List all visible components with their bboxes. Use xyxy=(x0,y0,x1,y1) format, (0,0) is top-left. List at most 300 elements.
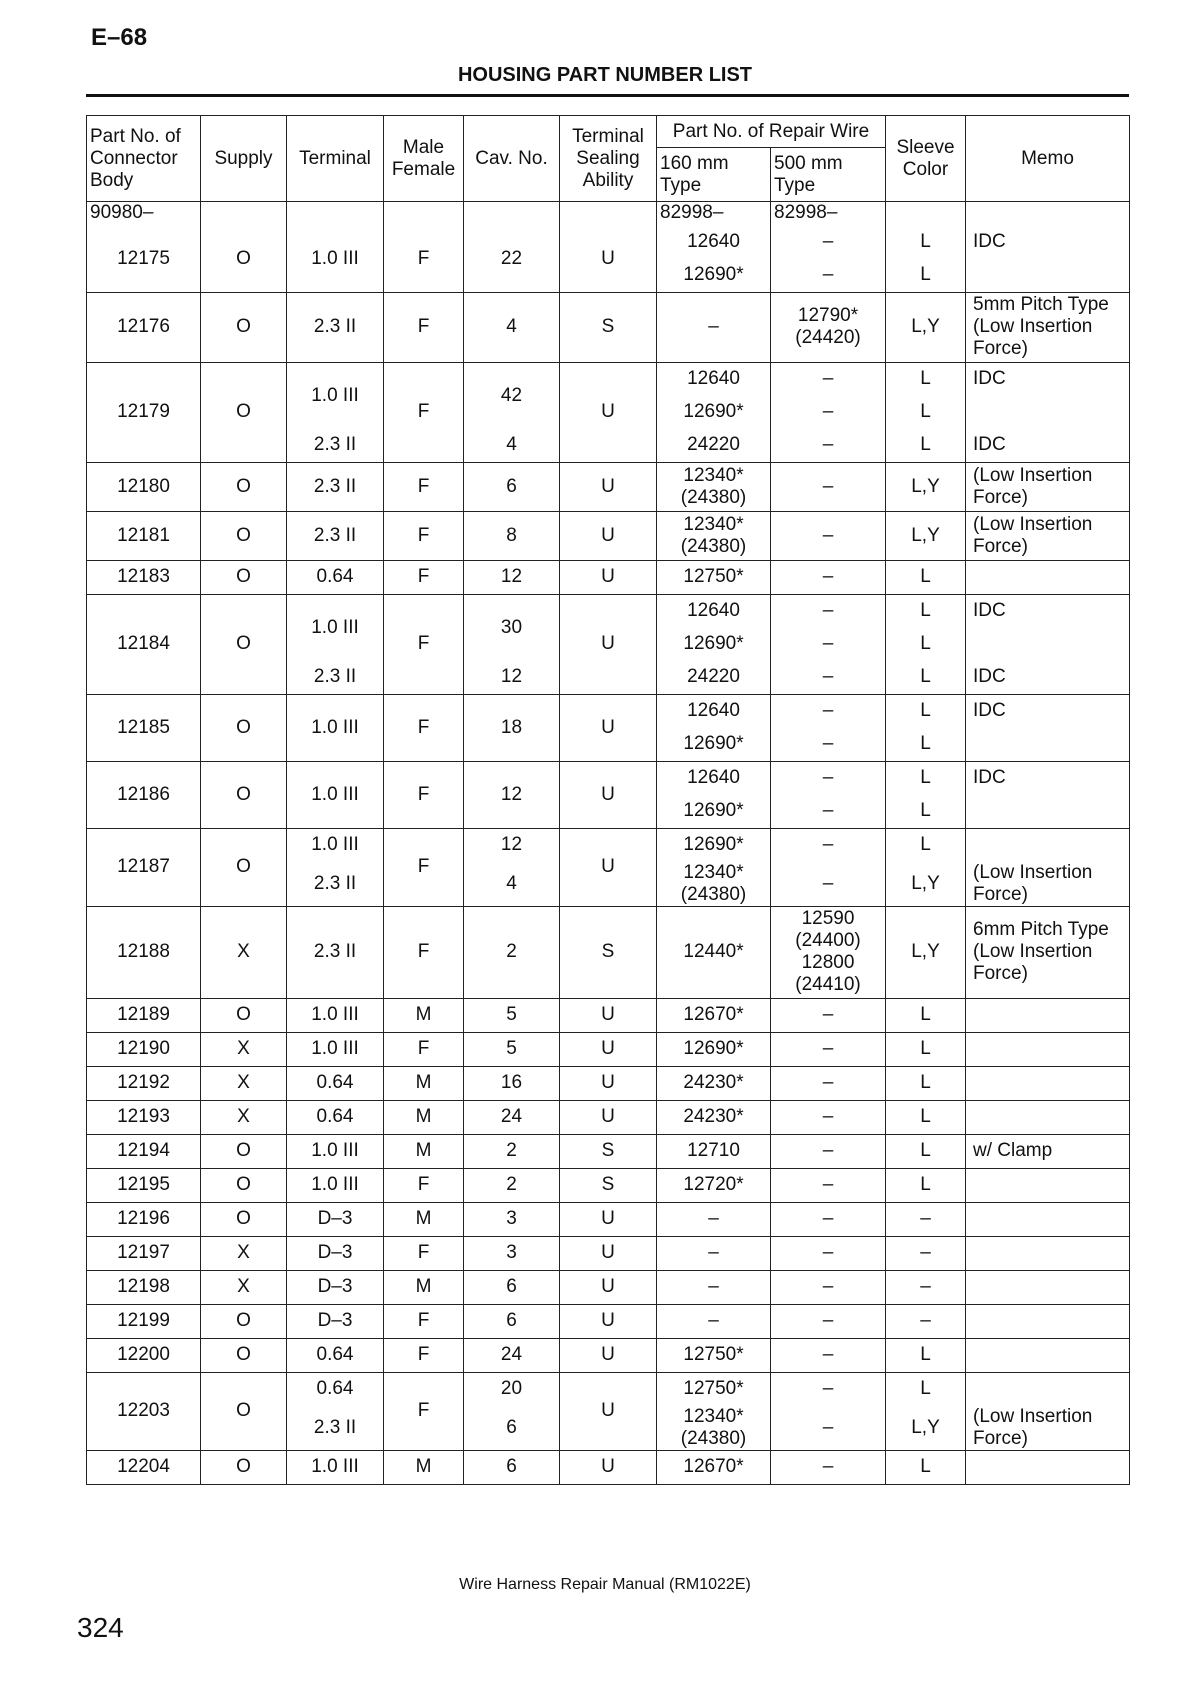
repair-500mm-cell-slot xyxy=(774,396,882,429)
supply-cell: X xyxy=(201,1100,287,1134)
repair-500mm-cell-slot xyxy=(774,1271,882,1304)
memo-cell-slot xyxy=(973,661,1126,694)
memo-cell-slot xyxy=(973,1203,1126,1236)
sleeve-color-cell-slot-line: L xyxy=(920,231,931,252)
part-number-cell: 12197 xyxy=(87,1236,201,1270)
repair-160mm-cell-slot-line: 12640 xyxy=(687,231,740,252)
terminal-cell: 1.0 III xyxy=(287,998,384,1032)
repair-500mm-cell xyxy=(771,462,886,511)
cavity-cell: 4 xyxy=(464,292,560,362)
part-number-cell: 12194 xyxy=(87,1134,201,1168)
repair-160mm-cell-slot-line: 12640 xyxy=(687,700,740,721)
supply-cell: O xyxy=(201,1372,287,1450)
memo-cell-slot-line: (Low Insertion xyxy=(973,316,1093,337)
repair-500mm-cell-slot-line: – xyxy=(822,1310,834,1331)
table-row xyxy=(87,1202,1130,1236)
male-female-cell: M xyxy=(384,1450,464,1484)
repair-500mm-cell-slot-line: – xyxy=(822,1208,834,1229)
supply-cell: O xyxy=(201,511,287,560)
sleeve-color-cell-slot-line: L xyxy=(920,1106,931,1127)
memo-cell xyxy=(966,362,1130,462)
header-part-no-line: Body xyxy=(90,169,134,191)
terminal-cell-slot-line: 2.3 II xyxy=(313,1416,357,1438)
repair-160mm-cell-slot-line: 12670* xyxy=(683,1456,744,1477)
prefix-empty-cell xyxy=(560,202,657,226)
terminal-cell: 1.0 III xyxy=(287,1032,384,1066)
repair-160mm-cell-slot xyxy=(660,465,767,509)
header-male-female xyxy=(384,116,464,202)
terminal-cell-slot xyxy=(290,1406,380,1450)
memo-cell-slot-line: Force) xyxy=(973,338,1028,359)
repair-160mm-cell-slot xyxy=(660,396,767,429)
sleeve-color-cell-slot-line: L xyxy=(920,1038,931,1059)
part-number-cell: 12195 xyxy=(87,1168,201,1202)
cavity-cell-slot-line: 20 xyxy=(500,1378,523,1399)
sleeve-color-cell-slot-line: L xyxy=(920,700,931,721)
male-female-cell: F xyxy=(384,362,464,462)
terminal-cell-slot xyxy=(290,862,380,906)
repair-500mm-cell-slot xyxy=(774,1203,882,1236)
sleeve-color-cell-slot-line: – xyxy=(920,1276,931,1297)
part-number-cell: 12187 xyxy=(87,828,201,906)
table-row xyxy=(87,1168,1130,1202)
memo-cell xyxy=(966,1270,1130,1304)
cavity-cell-slot-line: 30 xyxy=(500,616,523,638)
cavity-cell-slot xyxy=(467,829,556,862)
male-female-cell: M xyxy=(384,1270,464,1304)
repair-160mm-cell-slot xyxy=(660,429,767,462)
repair-500mm-cell-slot-line: – xyxy=(822,231,834,252)
memo-cell-slot xyxy=(973,1339,1126,1372)
header-500mm-line: 500 mm xyxy=(774,152,843,174)
memo-cell-slot xyxy=(973,561,1126,594)
repair-500mm-cell xyxy=(771,1450,886,1484)
repair-500mm-cell-slot-line: – xyxy=(822,1378,834,1399)
terminal-cell: D–3 xyxy=(287,1202,384,1236)
cavity-cell-slot-line: 12 xyxy=(500,666,523,687)
table-row xyxy=(87,1304,1130,1338)
memo-cell xyxy=(966,560,1130,594)
terminal-cell: 1.0 III xyxy=(287,1134,384,1168)
cavity-cell: 6 xyxy=(464,462,560,511)
supply-cell: O xyxy=(201,594,287,694)
repair-160mm-cell-slot-line: 24230* xyxy=(683,1072,744,1093)
repair-500mm-cell-slot xyxy=(774,595,882,628)
cavity-cell: 2 xyxy=(464,1134,560,1168)
prefix-empty-cell xyxy=(464,202,560,226)
sealing-cell: S xyxy=(560,1168,657,1202)
part-number-cell: 12199 xyxy=(87,1304,201,1338)
table-row xyxy=(87,761,1130,828)
cavity-cell: 8 xyxy=(464,511,560,560)
repair-160mm-cell-slot xyxy=(660,226,767,259)
repair-500mm-cell-slot-line: – xyxy=(822,1038,834,1059)
repair-500mm-cell-slot-line: – xyxy=(822,1276,834,1297)
repair-500mm-cell-slot xyxy=(774,1169,882,1202)
memo-cell-slot-line: IDC xyxy=(973,434,1006,455)
repair-500mm-cell-slot xyxy=(774,561,882,594)
repair-500mm-cell xyxy=(771,998,886,1032)
sleeve-color-cell-slot xyxy=(889,999,962,1032)
sleeve-color-cell xyxy=(886,1202,966,1236)
repair-500mm-cell-slot-line: – xyxy=(822,524,834,546)
repair-500mm-cell-slot-line: – xyxy=(822,401,834,422)
memo-cell-slot-line: Force) xyxy=(973,883,1028,905)
cavity-cell: 12 xyxy=(464,560,560,594)
sleeve-color-cell-slot-line: L xyxy=(920,834,931,855)
repair-160mm-cell-slot xyxy=(660,1451,767,1484)
repair-160mm-cell-slot xyxy=(660,919,767,985)
sleeve-color-cell xyxy=(886,1134,966,1168)
repair-160mm-cell-slot xyxy=(660,1101,767,1134)
sealing-cell: U xyxy=(560,560,657,594)
table-row xyxy=(87,1372,1130,1450)
memo-cell-slot xyxy=(973,695,1126,728)
terminal-cell-slot xyxy=(290,595,380,661)
repair-500mm-cell xyxy=(771,1372,886,1450)
sleeve-color-cell xyxy=(886,594,966,694)
terminal-cell-slot-line: 0.64 xyxy=(316,1378,354,1399)
repair-160mm-cell-slot xyxy=(660,1033,767,1066)
terminal-cell: 2.3 II xyxy=(287,292,384,362)
repair-500mm-cell-slot xyxy=(774,226,882,259)
repair-500mm-cell-slot-line: – xyxy=(822,872,834,894)
cavity-cell-slot-line: 12 xyxy=(500,834,523,855)
sleeve-color-cell-slot xyxy=(889,1406,962,1450)
cavity-cell-slot xyxy=(467,1406,556,1450)
memo-cell-slot xyxy=(973,628,1126,661)
repair-160mm-cell xyxy=(657,998,771,1032)
sealing-cell: U xyxy=(560,828,657,906)
sleeve-color-cell-slot xyxy=(889,561,962,594)
sleeve-color-cell-slot-line: L,Y xyxy=(911,316,940,337)
sealing-cell: U xyxy=(560,998,657,1032)
repair-160mm-cell-slot-line: 12640 xyxy=(687,600,740,621)
cavity-cell-slot-line: 6 xyxy=(506,1416,517,1438)
repair-500mm-cell-slot-line: – xyxy=(822,566,834,587)
memo-cell xyxy=(966,828,1130,906)
repair-160mm-cell xyxy=(657,1270,771,1304)
part-number-cell: 12192 xyxy=(87,1066,201,1100)
memo-cell-slot-line: w/ Clamp xyxy=(973,1140,1053,1161)
repair-160mm-cell-slot xyxy=(660,1339,767,1372)
header-160mm-line: Type xyxy=(660,174,702,196)
page-number: 324 xyxy=(77,1612,124,1643)
header-male: Male xyxy=(402,136,445,158)
sealing-cell: U xyxy=(560,1202,657,1236)
supply-cell: O xyxy=(201,362,287,462)
supply-cell: X xyxy=(201,906,287,998)
memo-cell xyxy=(966,1450,1130,1484)
repair-160mm-cell-slot xyxy=(660,1203,767,1236)
supply-cell: O xyxy=(201,694,287,761)
sleeve-color-cell-slot-line: L xyxy=(920,1072,931,1093)
cavity-cell: 24 xyxy=(464,1100,560,1134)
male-female-cell: F xyxy=(384,462,464,511)
male-female-cell: F xyxy=(384,828,464,906)
sealing-cell: U xyxy=(560,226,657,293)
male-female-cell: F xyxy=(384,1236,464,1270)
memo-cell-slot xyxy=(973,829,1126,862)
header-cav-no: Cav. No. xyxy=(464,116,560,202)
sleeve-color-cell-slot-line: L,Y xyxy=(911,475,940,497)
sleeve-color-cell-slot xyxy=(889,1237,962,1270)
repair-160mm-cell-slot xyxy=(660,1169,767,1202)
header-sleeve-line: Color xyxy=(902,158,949,180)
cavity-cell: 5 xyxy=(464,998,560,1032)
repair-500mm-cell-slot xyxy=(774,999,882,1032)
repair-160mm-cell-slot-line: 12690* xyxy=(683,800,744,821)
sleeve-color-cell-slot xyxy=(889,1271,962,1304)
memo-cell-slot xyxy=(973,1101,1126,1134)
repair-500mm-cell-slot-line: – xyxy=(822,475,834,497)
repair-160mm-cell-slot-line: (24380) xyxy=(680,1427,747,1449)
memo-cell-slot-line: Force) xyxy=(973,963,1028,984)
sleeve-color-cell xyxy=(886,1032,966,1066)
repair-500mm-cell-slot-line: 12590 xyxy=(801,908,855,929)
sealing-cell: U xyxy=(560,362,657,462)
terminal-cell xyxy=(287,1372,384,1450)
sleeve-color-cell xyxy=(886,1236,966,1270)
memo-cell-slot xyxy=(973,363,1126,396)
sleeve-color-cell-slot xyxy=(889,862,962,906)
sealing-cell: U xyxy=(560,694,657,761)
terminal-cell-slot-line: 1.0 III xyxy=(311,834,359,855)
sealing-cell: U xyxy=(560,1100,657,1134)
repair-160mm-cell xyxy=(657,1202,771,1236)
repair-160mm-cell xyxy=(657,594,771,694)
repair-160mm-cell xyxy=(657,906,771,998)
repair-500mm-cell xyxy=(771,1134,886,1168)
sleeve-color-cell xyxy=(886,694,966,761)
sleeve-color-cell xyxy=(886,511,966,560)
terminal-cell: 0.64 xyxy=(287,1066,384,1100)
repair-160mm-cell-slot xyxy=(660,999,767,1032)
sleeve-color-cell-slot-line: L xyxy=(920,368,931,389)
repair-500mm-cell-slot xyxy=(774,1135,882,1168)
cavity-cell: 3 xyxy=(464,1202,560,1236)
sealing-cell: U xyxy=(560,462,657,511)
part-number-cell: 12189 xyxy=(87,998,201,1032)
part-number-cell: 12181 xyxy=(87,511,201,560)
cavity-cell: 22 xyxy=(464,226,560,293)
sleeve-color-cell-slot-line: L,Y xyxy=(911,941,940,962)
part-number-cell: 12185 xyxy=(87,694,201,761)
cavity-cell-slot xyxy=(467,429,556,462)
memo-cell-slot xyxy=(973,1135,1126,1168)
sleeve-color-cell-slot xyxy=(889,762,962,795)
terminal-cell: 2.3 II xyxy=(287,906,384,998)
cavity-cell-slot-line: 4 xyxy=(506,434,517,455)
repair-500mm-cell-slot xyxy=(774,465,882,509)
sealing-cell: U xyxy=(560,511,657,560)
repair-500mm-cell xyxy=(771,1270,886,1304)
repair-500mm-cell-slot xyxy=(774,829,882,862)
male-female-cell: M xyxy=(384,1066,464,1100)
table-row xyxy=(87,511,1130,560)
repair-500mm-cell-slot xyxy=(774,1406,882,1450)
memo-cell-slot-line: IDC xyxy=(973,600,1006,621)
sleeve-color-cell xyxy=(886,1270,966,1304)
sleeve-color-cell-slot xyxy=(889,1451,962,1484)
memo-cell xyxy=(966,1100,1130,1134)
male-female-cell: F xyxy=(384,1338,464,1372)
memo-cell-slot xyxy=(973,396,1126,429)
male-female-cell: F xyxy=(384,292,464,362)
repair-500mm-cell xyxy=(771,694,886,761)
memo-cell-slot xyxy=(973,259,1126,292)
memo-cell-slot xyxy=(973,919,1126,985)
cavity-cell xyxy=(464,1372,560,1450)
supply-cell: O xyxy=(201,828,287,906)
sealing-cell: U xyxy=(560,1450,657,1484)
cavity-cell: 6 xyxy=(464,1270,560,1304)
sleeve-color-cell-slot xyxy=(889,1203,962,1236)
repair-500mm-cell-slot-line: 12790* xyxy=(797,305,859,326)
memo-cell-slot xyxy=(973,1067,1126,1100)
sleeve-color-cell xyxy=(886,906,966,998)
terminal-cell: D–3 xyxy=(287,1236,384,1270)
sealing-cell: U xyxy=(560,1066,657,1100)
memo-cell-slot xyxy=(973,1033,1126,1066)
repair-500mm-cell-slot xyxy=(774,728,882,761)
repair-160mm-cell xyxy=(657,1338,771,1372)
terminal-cell-slot xyxy=(290,429,380,462)
sleeve-color-cell xyxy=(886,1168,966,1202)
header-sleeve-line: Sleeve xyxy=(896,136,955,158)
repair-500mm-cell xyxy=(771,761,886,828)
supply-cell: O xyxy=(201,761,287,828)
prefix-empty-cell xyxy=(966,202,1130,226)
repair-160mm-cell-slot-line: 12640 xyxy=(687,767,740,788)
sleeve-color-cell-slot xyxy=(889,1101,962,1134)
part-number-cell: 12184 xyxy=(87,594,201,694)
memo-cell xyxy=(966,594,1130,694)
terminal-cell xyxy=(287,828,384,906)
repair-500mm-cell-slot xyxy=(774,1339,882,1372)
header-supply: Supply xyxy=(201,116,287,202)
terminal-cell: 0.64 xyxy=(287,1100,384,1134)
part-number-cell: 12200 xyxy=(87,1338,201,1372)
sleeve-color-cell-slot xyxy=(889,259,962,292)
sleeve-color-cell-slot xyxy=(889,595,962,628)
repair-500mm-cell-slot-line: – xyxy=(822,834,834,855)
header-160mm xyxy=(657,148,771,202)
terminal-cell-slot-line: 2.3 II xyxy=(313,666,357,687)
terminal-cell-slot xyxy=(290,363,380,429)
section-id: E–68 xyxy=(91,24,148,51)
repair-500mm-cell-slot xyxy=(774,514,882,558)
part-number-cell: 12176 xyxy=(87,292,201,362)
sleeve-color-cell xyxy=(886,560,966,594)
table-row xyxy=(87,1134,1130,1168)
repair-160mm-cell-slot-line: 12690* xyxy=(683,401,744,422)
cavity-cell: 12 xyxy=(464,761,560,828)
repair-160mm-cell-slot-line: 24220 xyxy=(687,666,740,687)
sleeve-color-cell-slot-line: L xyxy=(920,1004,931,1025)
repair-500mm-cell-slot xyxy=(774,1067,882,1100)
part-number-cell: 12183 xyxy=(87,560,201,594)
repair-500mm-cell-slot xyxy=(774,294,882,360)
sleeve-color-cell-slot-line: L xyxy=(920,800,931,821)
repair-160mm-cell xyxy=(657,292,771,362)
memo-cell xyxy=(966,1134,1130,1168)
memo-cell-slot xyxy=(973,795,1126,828)
terminal-cell: 1.0 III xyxy=(287,226,384,293)
repair-500mm-cell-slot-line: – xyxy=(822,1174,834,1195)
repair-160mm-cell-slot xyxy=(660,1406,767,1450)
table-row xyxy=(87,1032,1130,1066)
repair-160mm-cell-slot-line: 12750* xyxy=(683,1378,744,1399)
memo-cell-slot xyxy=(973,1237,1126,1270)
memo-cell-slot-line: Force) xyxy=(973,535,1028,557)
memo-cell-slot-line: IDC xyxy=(973,700,1006,721)
sleeve-color-cell-slot xyxy=(889,1169,962,1202)
sleeve-color-cell-slot-line: L xyxy=(920,1344,931,1365)
repair-500mm-cell-slot xyxy=(774,429,882,462)
cavity-cell-slot xyxy=(467,862,556,906)
terminal-cell: 1.0 III xyxy=(287,694,384,761)
repair-160mm-cell-slot xyxy=(660,1067,767,1100)
memo-cell-slot xyxy=(973,1406,1126,1450)
terminal-cell-slot-line: 2.3 II xyxy=(313,872,357,894)
repair-160mm-cell-slot-line: 12690* xyxy=(683,733,744,754)
header-terminal: Terminal xyxy=(287,116,384,202)
sleeve-color-cell-slot-line: – xyxy=(920,1310,931,1331)
sleeve-color-cell-slot xyxy=(889,1339,962,1372)
male-female-cell: F xyxy=(384,1372,464,1450)
prefix-repair500: 82998– xyxy=(771,202,886,226)
repair-160mm-cell-slot-line: 12340* xyxy=(683,1405,744,1427)
memo-cell-slot xyxy=(973,862,1126,906)
sleeve-color-cell-slot xyxy=(889,1033,962,1066)
table-row xyxy=(87,292,1130,362)
memo-cell xyxy=(966,1236,1130,1270)
cavity-cell: 16 xyxy=(464,1066,560,1100)
repair-160mm-cell-slot xyxy=(660,595,767,628)
repair-500mm-cell-slot-line: – xyxy=(822,666,834,687)
sealing-cell: U xyxy=(560,1270,657,1304)
sleeve-color-cell-slot-line: L xyxy=(920,1378,931,1399)
sealing-cell: U xyxy=(560,1304,657,1338)
header-part-no xyxy=(87,116,201,202)
repair-160mm-cell-slot xyxy=(660,259,767,292)
sleeve-color-cell-slot xyxy=(889,294,962,360)
sleeve-color-cell-slot xyxy=(889,514,962,558)
repair-500mm-cell xyxy=(771,560,886,594)
part-number-cell: 12186 xyxy=(87,761,201,828)
repair-500mm-cell-slot-line: – xyxy=(822,434,834,455)
memo-cell xyxy=(966,1338,1130,1372)
terminal-cell: 0.64 xyxy=(287,560,384,594)
repair-500mm-cell-slot xyxy=(774,363,882,396)
memo-cell xyxy=(966,906,1130,998)
memo-cell xyxy=(966,1202,1130,1236)
footer: Wire Harness Repair Manual (RM1022E) xyxy=(459,1576,751,1593)
memo-cell xyxy=(966,998,1130,1032)
supply-cell: O xyxy=(201,1450,287,1484)
part-number-cell: 12188 xyxy=(87,906,201,998)
cavity-cell: 3 xyxy=(464,1236,560,1270)
repair-500mm-cell-slot-line: – xyxy=(822,1456,834,1477)
repair-160mm-cell-slot xyxy=(660,728,767,761)
table-row xyxy=(87,1450,1130,1484)
supply-cell: O xyxy=(201,1202,287,1236)
sleeve-color-cell-slot-line: L xyxy=(920,600,931,621)
table-row xyxy=(87,906,1130,998)
repair-160mm-cell-slot xyxy=(660,661,767,694)
memo-cell-slot-line: Force) xyxy=(973,486,1028,508)
